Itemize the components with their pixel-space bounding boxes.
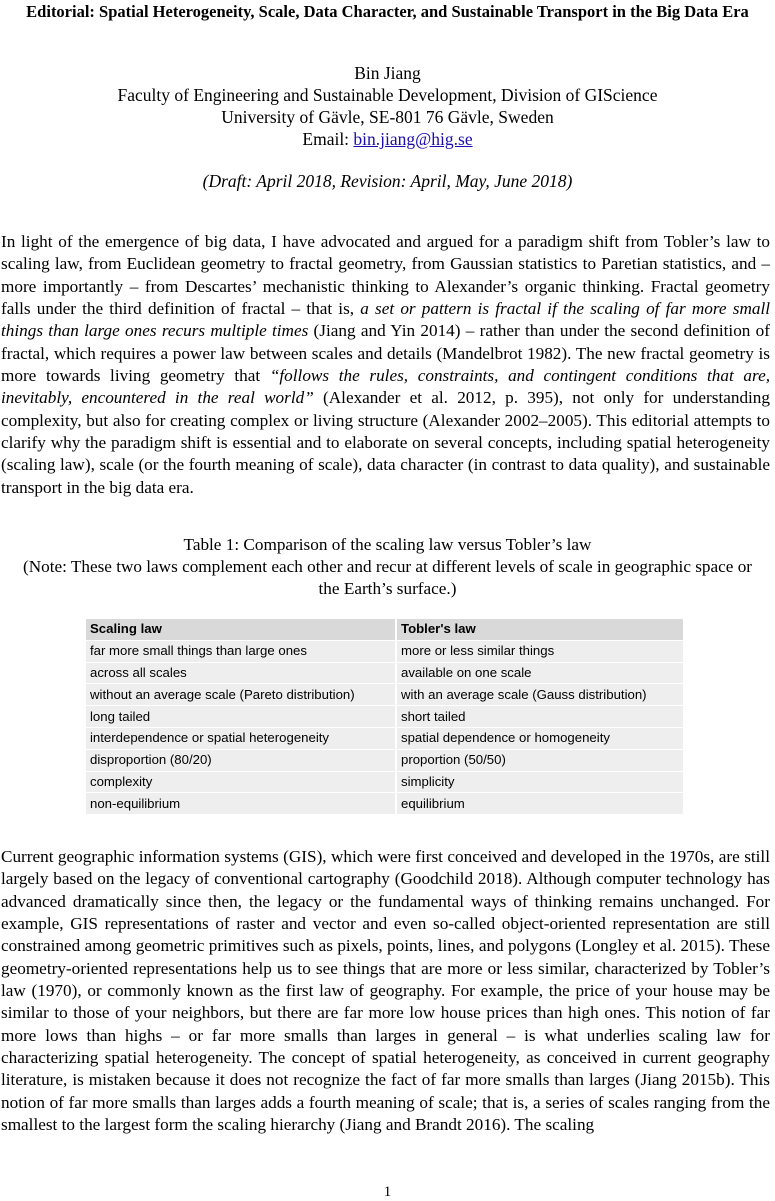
- header-scaling-law: Scaling law: [86, 619, 396, 640]
- cell-toblers-law: more or less similar things: [396, 640, 683, 662]
- table-caption-block: [0, 534, 775, 600]
- cell-toblers-law: equilibrium: [396, 793, 683, 815]
- paper-title: Editorial: Spatial Heterogeneity, Scale, Data Character, and Sustainable Transport in the Big Data Era: [26, 2, 749, 21]
- page-number: 1: [383, 1184, 392, 1200]
- table-row: [86, 771, 683, 793]
- cell-scaling-law: disproportion (80/20): [86, 749, 396, 771]
- paragraph-intro-text-3: (Alexander et al. 2012, p. 395), not only for understanding complexity, but also for creating complex or living structure (Alexander 2002–2005). This editorial attempts to clarify why the paradigm shift is essential and to elaborate on several concepts, including spatial heterogeneity (scaling law), scale (or the fourth meaning of scale), data character (in contrast to data quality), and sustainable transport in the big data era.: [1, 388, 770, 497]
- cell-scaling-law: interdependence or spatial heterogeneity: [86, 727, 396, 749]
- fractal-definition-italic: a set or pattern is fractal if the scaling of far more small things than large ones recurs multiple times: [1, 299, 771, 341]
- cell-toblers-law: spatial dependence or homogeneity: [396, 727, 683, 749]
- table-row: [86, 793, 683, 815]
- cell-scaling-law: without an average scale (Pareto distribution): [86, 684, 396, 706]
- living-geometry-quote: “follows the rules, constraints, and contingent conditions that are, inevitably, encountered in the real world”: [1, 366, 770, 408]
- paragraph-intro-text-1: In light of the emergence of big data, I have advocated and argued for a paradigm shift from Tobler’s law to scaling law, from Euclidean geometry to fractal geometry, from Gaussian statistics to Paretian statistics, and – more importantly – from Descartes’ mechanistic thinking to Alexander’s organic thinking. Fractal geometry falls under the third definition of fractal – that is,: [1, 232, 770, 319]
- cell-toblers-law: simplicity: [396, 771, 683, 793]
- cell-toblers-law: available on one scale: [396, 662, 683, 684]
- cell-scaling-law: far more small things than large ones: [86, 640, 396, 662]
- comparison-table-wrapper: [86, 619, 683, 815]
- cell-scaling-law: complexity: [86, 771, 396, 793]
- email-label: Email:: [302, 129, 354, 149]
- author-name: Bin Jiang: [354, 63, 421, 83]
- comparison-table: [86, 619, 683, 815]
- cell-scaling-law: non-equilibrium: [86, 793, 396, 815]
- author-affiliation: Faculty of Engineering and Sustainable Development, Division of GIScience: [117, 85, 658, 105]
- table-header-row: [86, 619, 683, 640]
- author-address: University of Gävle, SE-801 76 Gävle, Sweden: [221, 107, 554, 127]
- cell-scaling-law: long tailed: [86, 706, 396, 728]
- table-note: (Note: These two laws complement each other and recur at different levels of scale in geographic space or the Earth’s surface.): [22, 557, 753, 598]
- paragraph-intro: [1, 231, 770, 499]
- table-row: [86, 640, 683, 662]
- table-row: [86, 684, 683, 706]
- cell-scaling-law: across all scales: [86, 662, 396, 684]
- cell-toblers-law: short tailed: [396, 706, 683, 728]
- paragraph-intro-text-2: (Jiang and Yin 2014) – rather than under the second definition of fractal, which requires a power law between scales and details (Mandelbrot 1982). The new fractal geometry is more towards living geometry that: [1, 321, 770, 386]
- table-row: [86, 727, 683, 749]
- cell-toblers-law: with an average scale (Gauss distribution): [396, 684, 683, 706]
- author-email-line: [0, 128, 775, 150]
- table-caption: Table 1: Comparison of the scaling law versus Tobler’s law: [183, 535, 592, 554]
- cell-toblers-law: proportion (50/50): [396, 749, 683, 771]
- author-block: [0, 62, 775, 150]
- table-row: [86, 662, 683, 684]
- draft-note: (Draft: April 2018, Revision: April, May, June 2018): [202, 171, 573, 191]
- table-row: [86, 706, 683, 728]
- header-toblers-law: Tobler's law: [396, 619, 683, 640]
- email-link[interactable]: bin.jiang@hig.se: [353, 129, 473, 149]
- table-row: [86, 749, 683, 771]
- paragraph-gis: Current geographic information systems (GIS), which were first conceived and developed in the 1970s, are still largely based on the legacy of conventional cartography (Goodchild 2018). Although computer technology has advanced dramatically since then, the legacy or the fundamental ways of thinking remains unchanged. For example, GIS representations of raster and vector and even so-called object-oriented representation are still constrained among geometric primitives such as pixels, points, lines, and polygons (Longley et al. 2015). These geometry-oriented representations help us to see things that are more or less similar, characterized by Tobler’s law (1970), or commonly known as the first law of geography. For example, the price of your house may be similar to those of your neighbors, but there are far more low house prices than high ones. This notion of far more lows than highs – or far more smalls than larges in general – is what underlies scaling law for characterizing spatial heterogeneity. The concept of spatial heterogeneity, as conceived in current geography literature, is mistaken because it does not recognize the fact of far more smalls than larges (Jiang 2015b). This notion of far more smalls than larges adds a fourth meaning of scale; that is, a series of scales ranging from the smallest to the largest form the scaling hierarchy (Jiang and Brandt 2016). The scaling: [1, 847, 770, 1135]
